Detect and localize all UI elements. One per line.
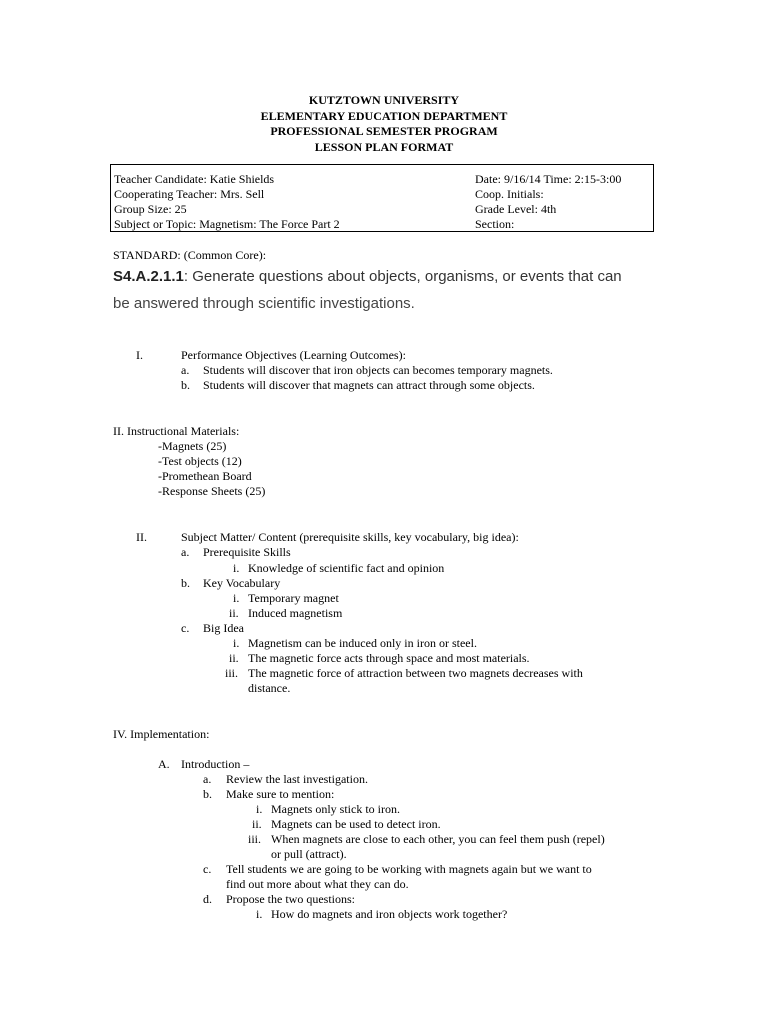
impl-b-iii-text: When magnets are close to each other, you can feel them push (repel) (271, 832, 605, 846)
standard-code: S4.A.2.1.1 (113, 268, 184, 285)
impl-c-line-2: find out more about what they can do. (226, 877, 409, 891)
bigidea-iii-marker: iii. (225, 666, 239, 680)
vocab-i-text: Temporary magnet (248, 591, 339, 605)
info-table (110, 164, 654, 232)
vocab-i-marker: i. (233, 591, 240, 605)
objective-a-marker: a. (181, 363, 190, 377)
material-item: -Magnets (25) (158, 439, 227, 453)
subject-title: Subject Matter/ Content (prerequisite skills, key vocabulary, big idea): (181, 530, 519, 544)
format-title: LESSON PLAN FORMAT (314, 139, 454, 154)
material-item: -Response Sheets (25) (158, 484, 266, 498)
teacher-candidate: Teacher Candidate: Katie Shields (114, 172, 275, 186)
bigidea-i-marker: i. (233, 636, 240, 650)
impl-b-ii-marker: ii. (252, 817, 262, 831)
impl-b-text: Make sure to mention: (226, 787, 335, 801)
impl-b-marker: b. (203, 787, 212, 801)
subject-a-marker: a. (181, 545, 190, 559)
subject-numeral: II. (136, 530, 147, 544)
materials-title: II. Instructional Materials: (113, 424, 240, 438)
intro-marker: A. (158, 757, 170, 771)
group-size: Group Size: 25 (114, 202, 187, 216)
impl-b-i-text: Magnets only stick to iron. (271, 802, 400, 816)
objectives-numeral: I. (136, 348, 143, 362)
impl-b-iii-continued: or pull (attract). (271, 847, 347, 861)
impl-b-iii-marker: iii. (248, 832, 262, 846)
department-name: ELEMENTARY EDUCATION DEPARTMENT (260, 108, 508, 123)
material-item: -Test objects (12) (158, 454, 242, 468)
objective-a-text: Students will discover that iron objects can becomes temporary magnets. (203, 363, 553, 377)
bigidea-ii-text: The magnetic force acts through space and most materials. (248, 651, 530, 665)
cooperating-teacher: Cooperating Teacher: Mrs. Sell (114, 187, 265, 201)
subject-topic: Subject or Topic: Magnetism: The Force Part 2 (114, 217, 340, 231)
impl-a-marker: a. (203, 772, 212, 786)
objectives-title: Performance Objectives (Learning Outcomes): (181, 348, 406, 362)
vocab-ii-text: Induced magnetism (248, 606, 343, 620)
grade-level: Grade Level: 4th (475, 202, 557, 216)
impl-d-text: Propose the two questions: (226, 892, 355, 906)
material-item: -Promethean Board (158, 469, 252, 483)
document-header (0, 93, 768, 155)
objective-b-marker: b. (181, 378, 190, 392)
bigidea-ii-marker: ii. (229, 651, 239, 665)
vocabulary-label: Key Vocabulary (203, 576, 281, 590)
subject-b-marker: b. (181, 576, 190, 590)
impl-c-line-1: Tell students we are going to be working with magnets again but we want to (226, 862, 592, 876)
coop-initials: Coop. Initials: (475, 187, 544, 201)
vocab-ii-marker: ii. (229, 606, 239, 620)
impl-b-ii-text: Magnets can be used to detect iron. (271, 817, 441, 831)
standard-label: STANDARD: (Common Core): (113, 248, 267, 262)
impl-b-i-marker: i. (256, 802, 263, 816)
objective-b-text: Students will discover that magnets can attract through some objects. (203, 378, 535, 392)
subject-c-marker: c. (181, 621, 190, 635)
program-name: PROFESSIONAL SEMESTER PROGRAM (270, 124, 498, 138)
section-field: Section: (475, 217, 515, 231)
bigidea-iii-continued: distance. (248, 681, 291, 695)
impl-d-marker: d. (203, 892, 212, 906)
impl-c-marker: c. (203, 862, 212, 876)
big-idea-label: Big Idea (203, 621, 244, 635)
prereq-i-text: Knowledge of scientific fact and opinion (248, 561, 445, 575)
impl-d-i-text: How do magnets and iron objects work together? (271, 907, 508, 921)
standard-text-1: : Generate questions about objects, organisms, or events that can (183, 268, 622, 285)
prereq-i-marker: i. (233, 561, 240, 575)
standard-text-2: be answered through scientific investigations. (113, 295, 415, 312)
impl-a-text: Review the last investigation. (226, 772, 368, 786)
bigidea-iii-text: The magnetic force of attraction between two magnets decreases with (248, 666, 583, 680)
date-time: Date: 9/16/14 Time: 2:15-3:00 (475, 172, 622, 186)
prerequisite-label: Prerequisite Skills (203, 545, 291, 559)
intro-label: Introduction – (181, 757, 250, 771)
implementation-title: IV. Implementation: (113, 727, 210, 741)
impl-d-i-marker: i. (256, 907, 263, 921)
standard-line-1 (113, 269, 622, 284)
bigidea-i-text: Magnetism can be induced only in iron or steel. (248, 636, 477, 650)
university-name: KUTZTOWN UNIVERSITY (308, 93, 460, 107)
